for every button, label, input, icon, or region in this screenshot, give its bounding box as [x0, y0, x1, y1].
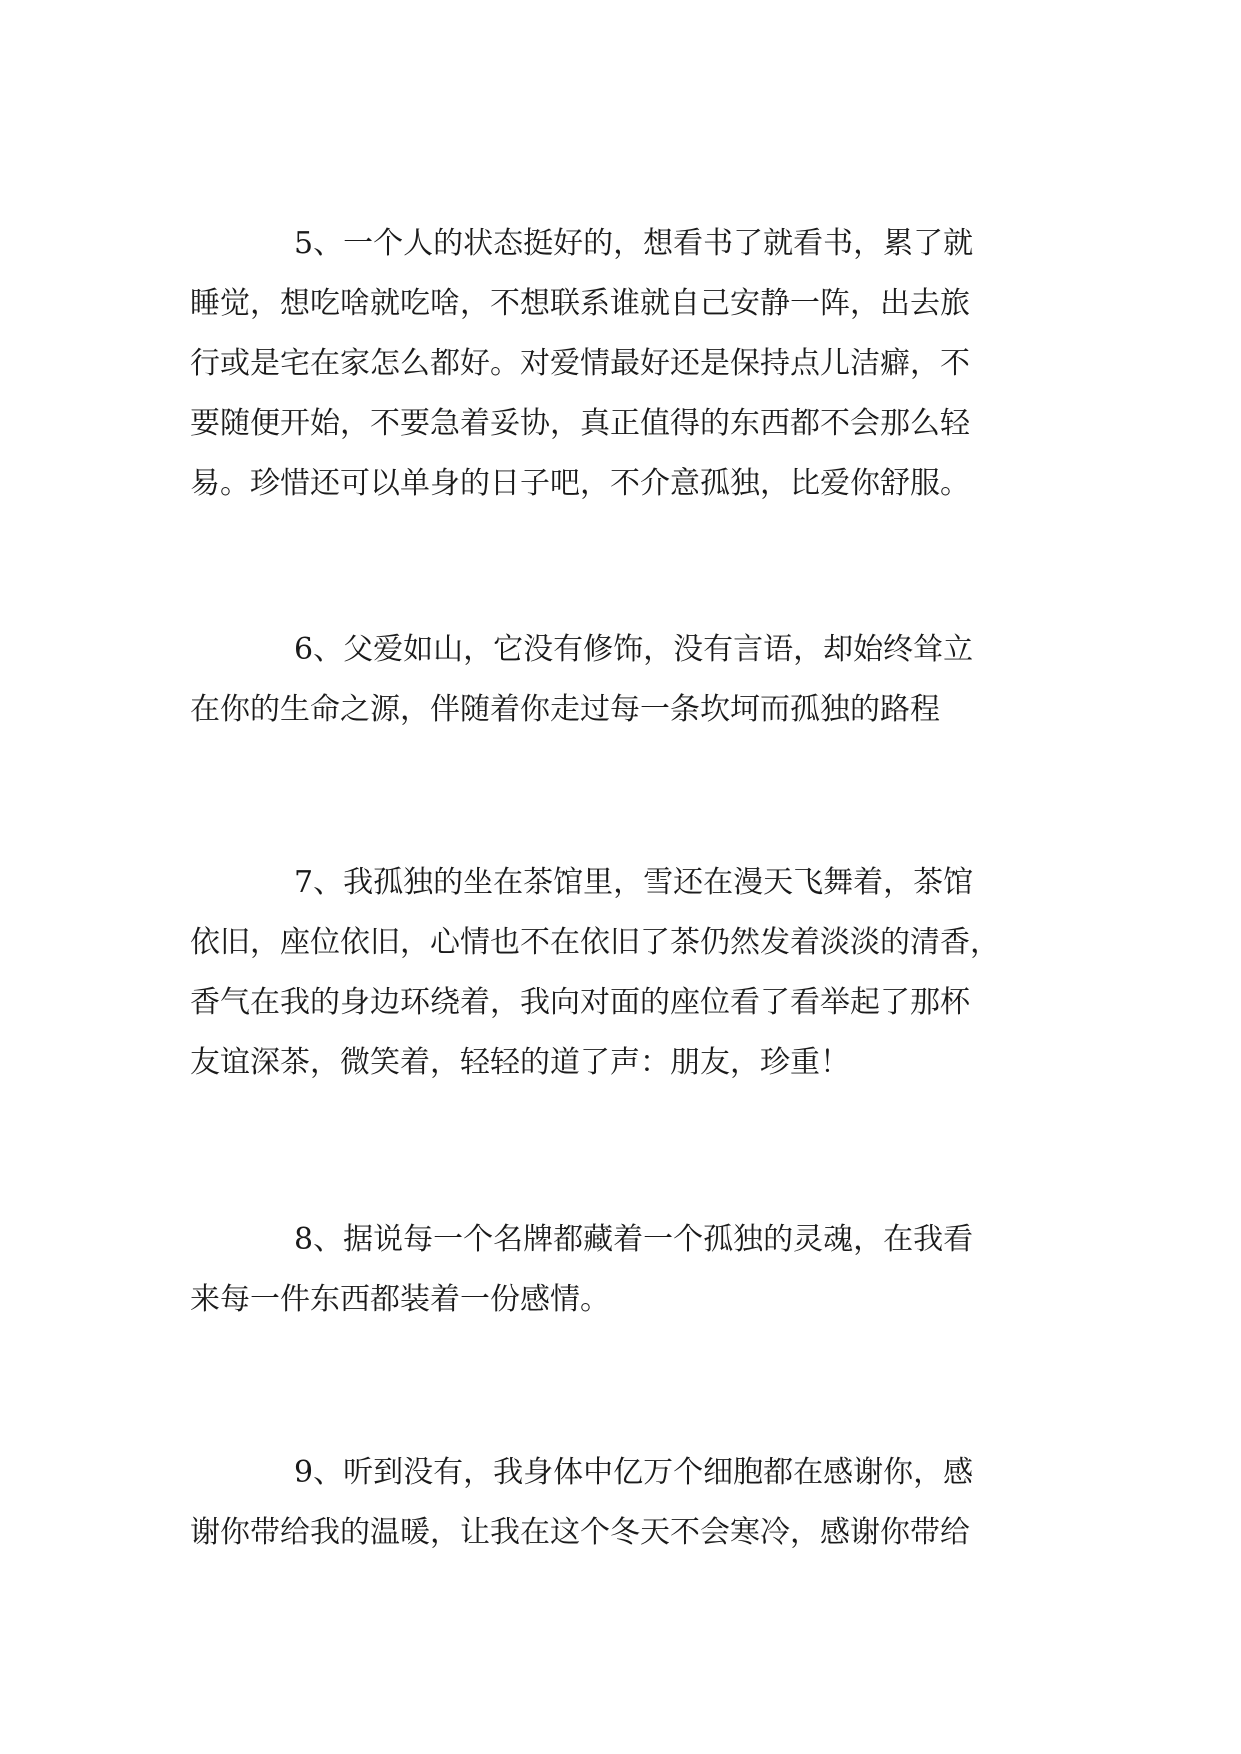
paragraph-line: 6、父爱如山，它没有修饰，没有言语，却始终耸立: [294, 632, 974, 667]
paragraph-line: 行或是宅在家怎么都好。对爱情最好还是保持点儿洁癖，不: [190, 346, 970, 381]
paragraph-6: [190, 620, 1070, 740]
paragraph-line: 睡觉，想吃啥就吃啥，不想联系谁就自己安静一阵，出去旅: [190, 286, 970, 321]
paragraph-line: 香气在我的身边环绕着，我向对面的座位看了看举起了那杯: [190, 985, 970, 1020]
paragraph-line: 7、我孤独的坐在茶馆里，雪还在漫天飞舞着，茶馆: [294, 865, 974, 900]
paragraph-7: [190, 853, 1070, 1093]
paragraph-line: 9、听到没有，我身体中亿万个细胞都在感谢你，感: [294, 1455, 974, 1490]
paragraph-line: 易。珍惜还可以单身的日子吧，不介意孤独，比爱你舒服。: [190, 466, 970, 501]
paragraph-line: 来每一件东西都装着一份感情。: [190, 1282, 610, 1317]
paragraph-line: 要随便开始，不要急着妥协，真正值得的东西都不会那么轻: [190, 406, 970, 441]
paragraph-line: 8、据说每一个名牌都藏着一个孤独的灵魂，在我看: [294, 1222, 974, 1257]
paragraph-9: [190, 1443, 1070, 1563]
paragraph-line: 依旧，座位依旧，心情也不在依旧了茶仍然发着淡淡的清香，: [190, 925, 1000, 960]
paragraph-line: 5、一个人的状态挺好的，想看书了就看书，累了就: [294, 226, 974, 261]
paragraph-8: [190, 1210, 1070, 1330]
paragraph-line: 在你的生命之源，伴随着你走过每一条坎坷而孤独的路程: [190, 692, 940, 727]
paragraph-line: 谢你带给我的温暖，让我在这个冬天不会寒冷，感谢你带给: [190, 1515, 970, 1550]
paragraph-5: [190, 214, 1070, 514]
paragraph-line: 友谊深茶，微笑着，轻轻的道了声：朋友，珍重！: [190, 1045, 850, 1080]
